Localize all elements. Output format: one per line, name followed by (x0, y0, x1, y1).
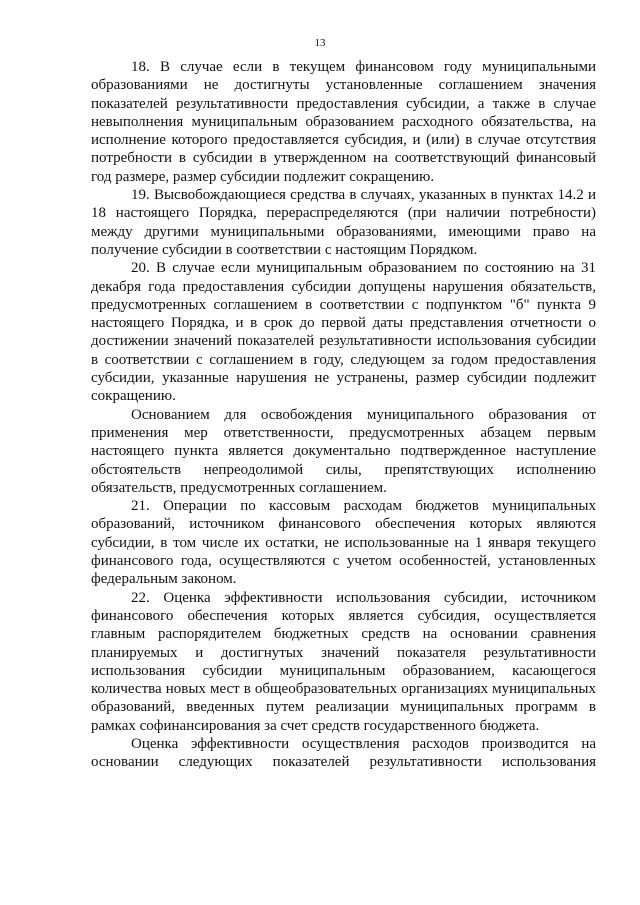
paragraph-19: 19. Высвобождающиеся средства в случаях, указанных в пунктах 14.2 и 18 настоящего Порядка, перераспределяются (при наличии потребности) между другими муниципальными образованиями, имеющими право на получение субсидии в соответствии с настоящим Порядком. (91, 187, 596, 258)
page-number: 13 (314, 37, 326, 49)
paragraph-20: 20. В случае если муниципальным образованием по состоянию на 31 декабря года предоставления субсидии допущены нарушения обязательств, предусмотренных соглашением в соответствии с подпунктом "б" пункта 9 настоящего Порядка, и в срок до первой даты представления отчетности о достижении значений показателей результативности использования субсидии в соответствии с соглашением в году, следующем за годом предоставления субсидии, указанные нарушения не устранены, размер субсидии подлежит сокращению. (91, 260, 596, 405)
paragraph-20-basis: Основанием для освобождения муниципального образования от применения мер ответственности, предусмотренных абзацем первым настоящего пункта является документально подтвержденное наступление обстоятельств непреодолимой силы, препятствующих исполнению обязательств, предусмотренных соглашением. (91, 406, 596, 496)
paragraph-22: 22. Оценка эффективности использования субсидии, источником финансового обеспечения которых является субсидия, осуществляется главным распорядителем бюджетных средств на основании сравнения планируемых и достигнутых значений показателя результативности использования субсидии муниципальным образованием, касающегося количества новых мест в общеобразовательных организациях муниципальных образований, введенных путем реализации муниципальных программ в рамках софинансирования за счет средств государственного бюджета. (91, 589, 596, 734)
paragraph-21: 21. Операции по кассовым расходам бюджетов муниципальных образований, источником финансового обеспечения которых являются субсидии, в том числе их остатки, не использованные на 1 января текущего финансового года, осуществляются с учетом особенностей, установленных федеральным законом. (91, 498, 596, 588)
document-body (91, 58, 596, 772)
paragraph-18: 18. В случае если в текущем финансовом году муниципальными образованиями не достигнуты установленные соглашением значения показателей результативности предоставления субсидии, а также в случае невыполнения муниципальным образованием расходного обязательства, на исполнение которого предоставляется субсидия, и (или) в случае отсутствия потребности в субсидии в утвержденном на соответствующий финансовый год размере, размер субсидии подлежит сокращению. (91, 59, 596, 185)
paragraph-22-evaluation: Оценка эффективности осуществления расходов производится на основании следующих показателей результативности использования (91, 735, 596, 771)
